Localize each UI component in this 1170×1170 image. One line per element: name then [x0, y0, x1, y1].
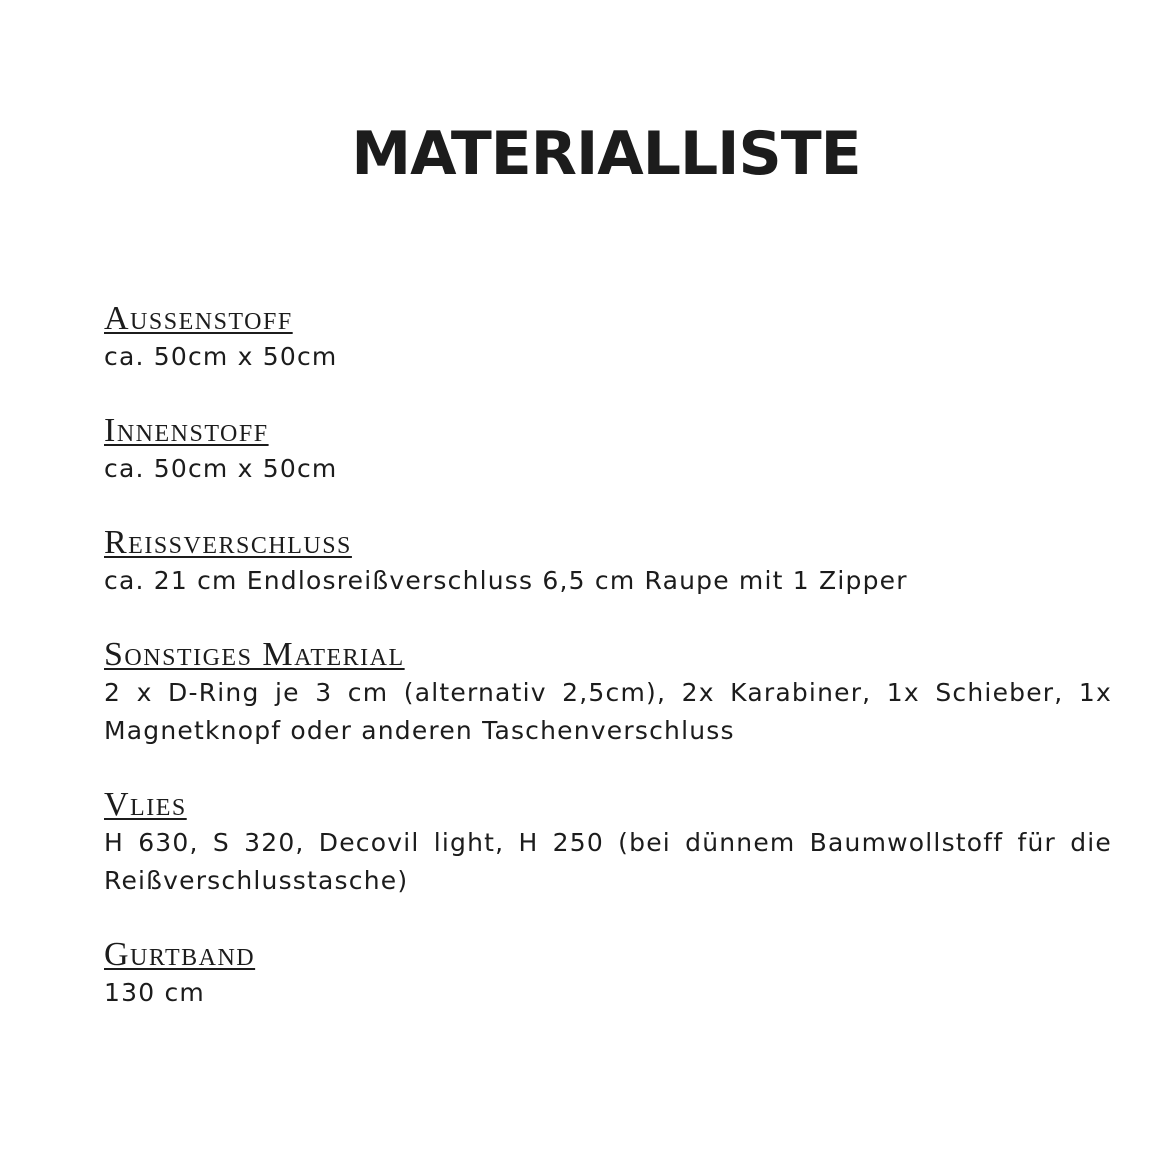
material-heading: Sonstiges Material [104, 636, 405, 673]
material-description: 2 x D-Ring je 3 cm (alternativ 2,5cm), 2x Karabiner, 1x Schieber, 1x Magnetknopf oder anderen Taschenverschluss [104, 678, 1112, 745]
material-heading: Gurtband [104, 936, 256, 973]
material-heading: Innenstoff [104, 412, 269, 449]
page-title: MATERIALLISTE [351, 119, 861, 189]
material-description: 130 cm [104, 978, 205, 1007]
material-heading: Aussenstoff [104, 300, 293, 337]
material-description: ca. 50cm x 50cm [104, 454, 338, 483]
material-description: ca. 21 cm Endlosreißverschluss 6,5 cm Raupe mit 1 Zipper [104, 566, 908, 595]
material-description: H 630, S 320, Decovil light, H 250 (bei dünnem Baumwollstoff für die Reißverschlusstasche) [104, 828, 1112, 895]
material-item-reissverschluss [104, 524, 1112, 600]
material-description: ca. 50cm x 50cm [104, 342, 338, 371]
material-item-gurtband [104, 936, 1112, 1012]
material-list [104, 300, 1112, 1048]
material-heading: Reissverschluss [104, 524, 352, 561]
material-item-innenstoff [104, 412, 1112, 488]
material-item-aussenstoff [104, 300, 1112, 376]
material-heading: Vlies [104, 786, 187, 823]
material-item-vlies [104, 786, 1112, 900]
material-item-sonstiges-material [104, 636, 1112, 750]
